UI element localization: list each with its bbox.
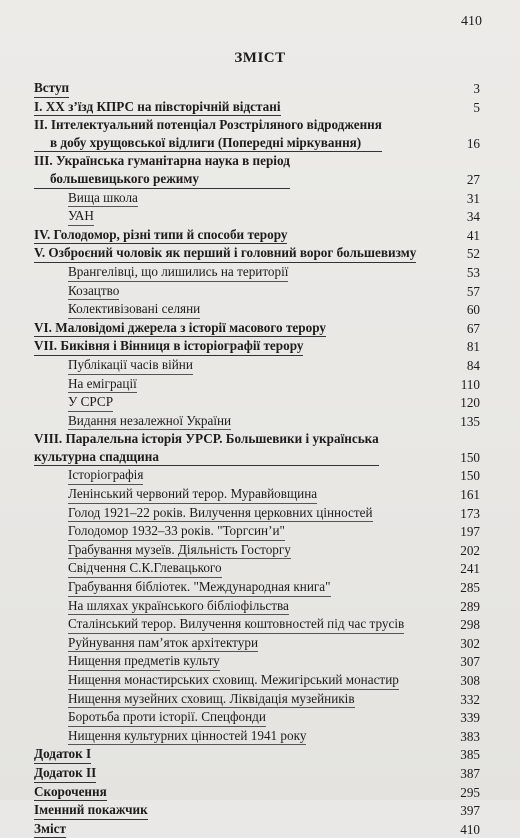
toc-entry-page-number: 52 bbox=[466, 246, 480, 262]
toc-entry-title-line: Нищення предметів культу bbox=[68, 653, 220, 669]
toc-entry-page-number: 110 bbox=[460, 376, 480, 392]
toc-chapter-entry bbox=[34, 745, 480, 764]
toc-entry-title-line: УАН bbox=[68, 208, 94, 224]
toc-entry-title-line: Грабування музеїв. Діяльність Госторгу bbox=[68, 541, 291, 557]
toc-entry-page-number: 57 bbox=[466, 283, 480, 299]
toc-entry-page-number: 339 bbox=[460, 710, 480, 726]
toc-entry-title-line: Історіографія bbox=[68, 467, 144, 483]
toc-section-entry bbox=[34, 541, 480, 560]
toc-chapter-entry bbox=[34, 319, 480, 338]
toc-chapter-entry bbox=[34, 226, 480, 245]
toc-entry-title bbox=[34, 337, 303, 356]
toc-entry-title-line: Іменний покажчик bbox=[34, 802, 148, 818]
toc-entry-title bbox=[68, 578, 331, 597]
toc-chapter-entry bbox=[34, 152, 480, 188]
toc-entry-title-line: Нищення монастирських сховищ. Межигірський монастир bbox=[68, 672, 399, 687]
toc-entry-title bbox=[68, 375, 137, 394]
toc-section-entry bbox=[34, 300, 480, 319]
toc-entry-page-number: 197 bbox=[460, 524, 480, 540]
toc-entry-title-continuation: большевицького режиму bbox=[50, 170, 199, 186]
toc-chapter-entry bbox=[34, 337, 480, 356]
toc-entry-title bbox=[34, 116, 382, 152]
toc-entry-title-line: На еміграції bbox=[68, 375, 137, 391]
toc-chapter-entry bbox=[34, 764, 480, 783]
toc-entry-title-line: Зміст bbox=[34, 820, 66, 836]
toc-chapter-entry bbox=[34, 98, 480, 117]
toc-entry-title-continuation: в добу хрущовської відлиги (Попередні міркування) bbox=[50, 134, 362, 150]
toc-entry-title bbox=[68, 263, 288, 282]
toc-chapter-entry bbox=[34, 244, 480, 263]
toc-entry-title bbox=[34, 79, 69, 98]
toc-section-entry bbox=[34, 393, 480, 412]
toc-entry-page-number: 3 bbox=[473, 81, 480, 96]
toc-entry-page-number: 308 bbox=[460, 673, 480, 688]
toc-entry-page-number: 397 bbox=[460, 803, 480, 819]
toc-entry-title bbox=[34, 430, 379, 466]
toc-entry-title bbox=[34, 226, 287, 245]
toc-entry-page-number: 332 bbox=[460, 691, 480, 707]
toc-entry-title bbox=[34, 745, 91, 764]
toc-entry-title-line: Додаток II bbox=[34, 764, 97, 780]
toc-entry-title-line: Нищення музейних сховищ. Ліквідація музейників bbox=[68, 690, 355, 706]
toc-entry-title-line: V. Озброєний чоловік як перший і головний ворог большевизму bbox=[34, 245, 417, 261]
toc-entry-title bbox=[34, 764, 96, 783]
toc-section-entry bbox=[34, 522, 480, 541]
toc-entry-page-number: 173 bbox=[460, 505, 480, 521]
toc-entry-title bbox=[34, 820, 66, 838]
toc-entry-page-number: 150 bbox=[460, 449, 480, 465]
toc-section-entry bbox=[34, 263, 480, 282]
toc-entry-title-line: Додаток I bbox=[34, 746, 92, 762]
toc-section-entry bbox=[34, 597, 480, 616]
toc-entry-page-number: 295 bbox=[460, 784, 480, 800]
toc-entry-title bbox=[68, 504, 373, 523]
toc-entry-page-number: 298 bbox=[460, 617, 480, 633]
toc-entry-title-line: Публікації часів війни bbox=[68, 356, 193, 372]
toc-entry-page-number: 120 bbox=[460, 395, 480, 411]
toc-entry-title bbox=[34, 152, 290, 188]
toc-entry-page-number: 289 bbox=[460, 598, 480, 614]
toc-entry-title bbox=[68, 207, 94, 226]
toc-entry-title-line: VIII. Паралельна історія УРСР. Большевики і українська bbox=[34, 431, 379, 447]
toc-entry-page-number: 307 bbox=[460, 654, 480, 670]
toc-section-entry bbox=[34, 727, 480, 746]
toc-entry-title bbox=[68, 708, 266, 727]
toc-entry-title bbox=[68, 282, 119, 301]
toc-entry-title-line: Вступ bbox=[34, 80, 70, 95]
toc-entry-title bbox=[34, 319, 326, 338]
toc-section-entry bbox=[34, 690, 480, 709]
toc-section-entry bbox=[34, 412, 480, 431]
toc-entry-title-line: Врангелівці, що лишились на території bbox=[68, 263, 289, 279]
toc-entry-title-line: На шляхах українського бібліофільства bbox=[68, 597, 289, 613]
toc-entry-title-line: III. Українська гуманітарна наука в період bbox=[34, 153, 290, 169]
toc-entry-page-number: 5 bbox=[473, 99, 480, 115]
toc-entry-page-number: 302 bbox=[460, 635, 480, 651]
toc-entry-title-line: Скорочення bbox=[34, 783, 107, 799]
toc-entry-page-number: 27 bbox=[466, 171, 480, 187]
toc-entry-page-number: 16 bbox=[466, 135, 480, 151]
toc-entry-title bbox=[68, 690, 355, 709]
toc-entry-title bbox=[68, 559, 222, 578]
toc-entry-page-number: 81 bbox=[466, 339, 480, 355]
page-number: 410 bbox=[461, 14, 482, 29]
toc-entry-title-line: Голодомор 1932–33 років. "Торгсин’и" bbox=[68, 523, 285, 539]
toc-chapter-entry bbox=[34, 783, 480, 802]
toc-entry-title bbox=[68, 652, 220, 671]
toc-entry-title bbox=[68, 671, 399, 690]
toc-entry-title-line: Колективізовані селяни bbox=[68, 301, 201, 317]
toc-entry-page-number: 202 bbox=[460, 542, 480, 558]
toc-entry-title-line: Свідчення С.К.Глевацького bbox=[68, 560, 222, 576]
toc-entry-page-number: 60 bbox=[466, 302, 480, 318]
toc-section-entry bbox=[34, 708, 480, 727]
toc-entry-title bbox=[68, 615, 404, 634]
toc-entry-title bbox=[68, 597, 289, 616]
toc-entry-title-line: Ленінський червоний терор. Муравйовщина bbox=[68, 486, 318, 502]
toc-heading: ЗМІСТ bbox=[234, 50, 286, 66]
toc-entry-title bbox=[34, 801, 148, 820]
toc-section-entry bbox=[34, 615, 480, 634]
table-of-contents bbox=[34, 79, 480, 838]
toc-entry-title bbox=[68, 522, 285, 541]
toc-entry-title bbox=[68, 189, 138, 208]
toc-chapter-entry bbox=[34, 79, 480, 98]
toc-section-entry bbox=[34, 652, 480, 671]
toc-entry-title bbox=[68, 393, 113, 412]
toc-entry-page-number: 67 bbox=[466, 320, 480, 336]
toc-entry-page-number: 150 bbox=[460, 468, 480, 484]
toc-entry-title-line: Козацтво bbox=[68, 282, 120, 298]
toc-entry-page-number: 385 bbox=[460, 747, 480, 763]
toc-section-entry bbox=[34, 485, 480, 504]
toc-entry-title-line: Голод 1921–22 років. Вилучення церковних цінностей bbox=[68, 504, 373, 520]
toc-entry-page-number: 34 bbox=[466, 209, 480, 225]
toc-section-entry bbox=[34, 466, 480, 485]
toc-section-entry bbox=[34, 634, 480, 653]
toc-chapter-entry bbox=[34, 116, 480, 152]
toc-entry-title bbox=[34, 244, 416, 263]
toc-entry-title-line: I. ХХ з’їзд КПРС на півсторічній відстані bbox=[34, 98, 281, 114]
toc-entry-title bbox=[68, 727, 306, 746]
toc-section-entry bbox=[34, 356, 480, 375]
toc-entry-page-number: 383 bbox=[460, 728, 480, 744]
toc-entry-title bbox=[34, 783, 107, 802]
toc-entry-title-line: Сталінський терор. Вилучення коштовностей під час трусів bbox=[68, 616, 405, 632]
toc-entry-page-number: 84 bbox=[466, 357, 480, 373]
toc-section-entry bbox=[34, 578, 480, 597]
toc-entry-title bbox=[68, 541, 291, 560]
toc-chapter-entry bbox=[34, 801, 480, 820]
toc-section-entry bbox=[34, 375, 480, 394]
toc-entry-page-number: 53 bbox=[466, 264, 480, 280]
toc-entry-title bbox=[68, 485, 317, 504]
toc-section-entry bbox=[34, 189, 480, 208]
toc-chapter-entry bbox=[34, 820, 480, 838]
toc-section-entry bbox=[34, 504, 480, 523]
toc-entry-page-number: 135 bbox=[460, 413, 480, 429]
toc-entry-title bbox=[68, 634, 258, 653]
toc-entry-page-number: 285 bbox=[460, 580, 480, 596]
toc-entry-title-line: Видання незалежної України bbox=[68, 412, 232, 428]
toc-entry-title-line: У СРСР bbox=[68, 394, 114, 410]
toc-section-entry bbox=[34, 207, 480, 226]
toc-entry-title bbox=[68, 466, 143, 485]
toc-entry-title bbox=[68, 300, 200, 319]
toc-entry-page-number: 31 bbox=[466, 190, 480, 206]
toc-section-entry bbox=[34, 559, 480, 578]
toc-entry-title-line: VI. Маловідомі джерела з історії масового терору bbox=[34, 319, 326, 335]
toc-entry-title bbox=[34, 98, 281, 117]
toc-entry-title-line: Руйнування пам’яток архітектури bbox=[68, 634, 259, 650]
toc-entry-title-line: IV. Голодомор, різні типи й способи терору bbox=[34, 226, 288, 242]
toc-entry-page-number: 410 bbox=[460, 821, 480, 837]
toc-section-entry bbox=[34, 282, 480, 301]
toc-entry-page-number: 161 bbox=[460, 487, 480, 503]
toc-entry-title-line: Вища школа bbox=[68, 189, 138, 205]
toc-entry-title-line: II. Інтелектуальний потенціал Розстріляного відродження bbox=[34, 117, 382, 133]
toc-entry-title bbox=[68, 412, 231, 431]
toc-chapter-entry bbox=[34, 430, 480, 466]
toc-entry-title-line: VII. Биківня і Вінниця в історіографії терору bbox=[34, 338, 304, 354]
toc-entry-title-line: Грабування бібліотек. "Международная книга" bbox=[68, 579, 331, 595]
toc-section-entry bbox=[34, 671, 480, 690]
toc-entry-title-line: Боротьба проти історії. Спецфонди bbox=[68, 709, 266, 725]
toc-entry-page-number: 241 bbox=[460, 561, 480, 577]
toc-entry-page-number: 41 bbox=[466, 227, 480, 243]
toc-entry-page-number: 387 bbox=[460, 765, 480, 781]
toc-entry-title-line: Нищення культурних цінностей 1941 року bbox=[68, 727, 307, 743]
toc-entry-title-continuation: культурна спадщина bbox=[34, 448, 159, 464]
toc-entry-title bbox=[68, 356, 193, 375]
